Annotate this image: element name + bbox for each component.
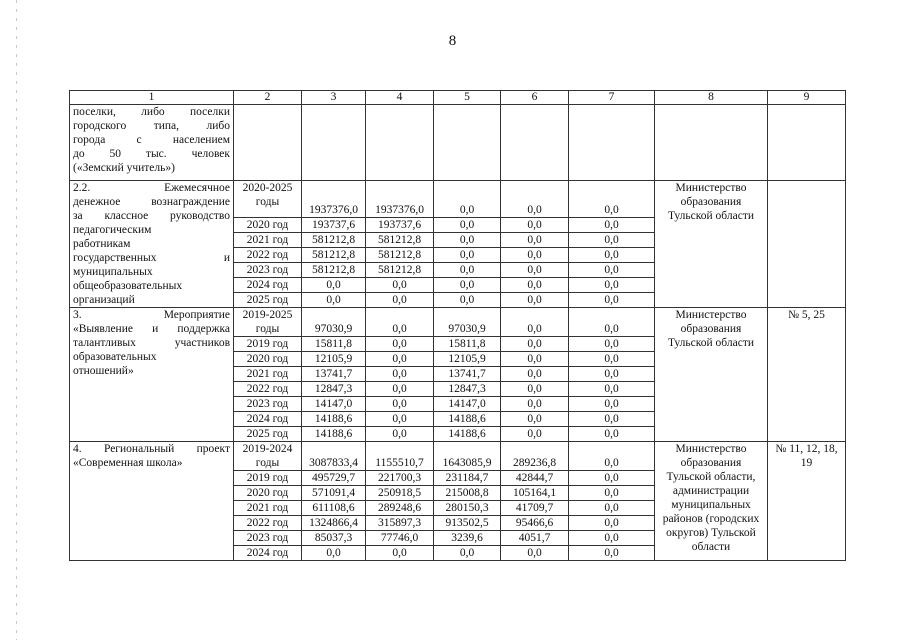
amount-cell: 14188,6 — [302, 427, 366, 442]
amount-cell: 0,0 — [569, 248, 655, 263]
text-line: образовательных — [73, 351, 157, 363]
amount-cell: 14188,6 — [434, 427, 501, 442]
amount-cell: 231184,7 — [434, 471, 501, 486]
amount-cell: 12105,9 — [302, 352, 366, 367]
amount-cell: 0,0 — [501, 382, 569, 397]
period-cell: 2020 год — [234, 486, 302, 501]
amount-cell: 581212,8 — [302, 233, 366, 248]
text-line: администрации — [672, 485, 750, 497]
period-cell: 2022 год — [234, 516, 302, 531]
amount-cell: 0,0 — [569, 352, 655, 367]
period-cell: 2020-2025 годы — [234, 181, 302, 218]
amount-cell: 0,0 — [302, 278, 366, 293]
amount-cell: 0,0 — [569, 442, 655, 471]
amount-cell: 1155510,7 — [366, 442, 434, 471]
amount-cell: 0,0 — [501, 248, 569, 263]
header-cell: 2 — [234, 91, 302, 105]
text-line: до 50 тыс. человек — [73, 148, 230, 160]
header-cell: 5 — [434, 91, 501, 105]
amount-cell: 0,0 — [434, 233, 501, 248]
amount-cell: 0,0 — [569, 233, 655, 248]
table-row — [70, 308, 846, 337]
amount-cell: 41709,7 — [501, 501, 569, 516]
period-cell: 2022 год — [234, 382, 302, 397]
amount-cell: 0,0 — [434, 181, 501, 218]
amount-cell: 13741,7 — [434, 367, 501, 382]
amount-cell: 221700,3 — [366, 471, 434, 486]
amount-cell: 0,0 — [366, 293, 434, 308]
period-cell: 2023 год — [234, 531, 302, 546]
amount-cell: 97030,9 — [434, 308, 501, 337]
indicator-numbers — [768, 181, 846, 308]
amount-cell: 0,0 — [501, 412, 569, 427]
amount-cell: 77746,0 — [366, 531, 434, 546]
text-line: Тульской области — [667, 210, 754, 222]
amount-cell: 0,0 — [501, 181, 569, 218]
text-line: организаций — [73, 294, 135, 306]
amount-cell: 0,0 — [569, 397, 655, 412]
text-line: поселки, либо поселки — [73, 106, 230, 118]
header-cell: 3 — [302, 91, 366, 105]
text-line: работникам — [73, 238, 131, 250]
text-line: образования — [680, 457, 742, 469]
amount-cell: 0,0 — [501, 352, 569, 367]
header-cell: 4 — [366, 91, 434, 105]
amount-cell: 0,0 — [569, 546, 655, 561]
text-line: города с населением — [73, 134, 230, 146]
amount-cell: 14147,0 — [434, 397, 501, 412]
amount-cell: 0,0 — [501, 427, 569, 442]
period-cell: 2023 год — [234, 263, 302, 278]
amount-cell: 13741,7 — [302, 367, 366, 382]
amount-cell: 3087833,4 — [302, 442, 366, 471]
text-line: общеобразовательных — [73, 280, 183, 292]
amount-cell: 581212,8 — [366, 233, 434, 248]
period-cell: 2022 год — [234, 248, 302, 263]
text-line: («Земский учитель») — [73, 162, 175, 174]
amount-cell: 0,0 — [501, 218, 569, 233]
amount-cell: 12847,3 — [302, 382, 366, 397]
amount-cell: 581212,8 — [366, 248, 434, 263]
text-line: округов) Тульской — [666, 527, 756, 539]
text-line: районов (городских — [662, 513, 760, 525]
amount-cell: 1643085,9 — [434, 442, 501, 471]
amount-cell: 495729,7 — [302, 471, 366, 486]
amount-cell: 0,0 — [366, 382, 434, 397]
text-line: педагогическим — [73, 224, 152, 236]
amount-cell: 0,0 — [501, 337, 569, 352]
amount-cell: 0,0 — [366, 397, 434, 412]
amount-cell: 0,0 — [501, 263, 569, 278]
amount-cell: 0,0 — [569, 516, 655, 531]
amount-cell: 0,0 — [569, 218, 655, 233]
amount-cell: 14188,6 — [302, 412, 366, 427]
amount-cell: 0,0 — [501, 278, 569, 293]
amount-cell: 581212,8 — [302, 248, 366, 263]
amount-cell: 0,0 — [569, 486, 655, 501]
page-edge-marks — [16, 0, 17, 640]
header-cell: 6 — [501, 91, 569, 105]
period-cell: 2019 год — [234, 337, 302, 352]
text-line: «Выявление и поддержка — [73, 323, 230, 335]
empty-cell — [234, 105, 302, 181]
text-line: муниципальных — [671, 499, 751, 511]
amount-cell: 0,0 — [434, 293, 501, 308]
period-cell: 2024 год — [234, 412, 302, 427]
period-cell: 2020 год — [234, 352, 302, 367]
text-line: денежное вознаграждение — [73, 196, 230, 208]
text-line: Тульской области, — [666, 471, 756, 483]
amount-cell: 0,0 — [569, 471, 655, 486]
amount-cell: 1937376,0 — [302, 181, 366, 218]
text-line: городского типа, либо — [73, 120, 230, 132]
empty-cell — [768, 105, 846, 181]
period-cell: 2021 год — [234, 233, 302, 248]
amount-cell: 571091,4 — [302, 486, 366, 501]
amount-cell: 0,0 — [569, 412, 655, 427]
empty-cell — [434, 105, 501, 181]
amount-cell: 0,0 — [434, 248, 501, 263]
text-line: образования — [680, 196, 742, 208]
amount-cell: 0,0 — [366, 337, 434, 352]
amount-cell: 0,0 — [501, 546, 569, 561]
amount-cell: 315897,3 — [366, 516, 434, 531]
amount-cell: 193737,6 — [302, 218, 366, 233]
amount-cell: 0,0 — [569, 531, 655, 546]
amount-cell: 105164,1 — [501, 486, 569, 501]
text-line: за классное руководство — [73, 210, 230, 222]
amount-cell: 0,0 — [501, 397, 569, 412]
empty-cell — [302, 105, 366, 181]
indicator-numbers: № 5, 25 — [768, 308, 846, 442]
amount-cell: 3239,6 — [434, 531, 501, 546]
amount-cell: 42844,7 — [501, 471, 569, 486]
indicator-numbers: № 11, 12, 18, 19 — [768, 442, 846, 561]
text-line: отношений» — [73, 365, 134, 377]
amount-cell: 0,0 — [569, 278, 655, 293]
amount-cell: 0,0 — [366, 367, 434, 382]
amount-cell: 14147,0 — [302, 397, 366, 412]
amount-cell: 0,0 — [366, 352, 434, 367]
continuation-description — [70, 105, 234, 181]
text-line: Тульской области — [667, 337, 754, 349]
amount-cell: 581212,8 — [366, 263, 434, 278]
amount-cell: 0,0 — [569, 263, 655, 278]
continuation-row — [70, 105, 846, 181]
period-cell: 2019-2025 годы — [234, 308, 302, 337]
table-row — [70, 181, 846, 218]
text-line: муниципальных — [73, 266, 153, 278]
responsible-executor — [655, 442, 768, 561]
amount-cell: 15811,8 — [302, 337, 366, 352]
amount-cell: 0,0 — [366, 308, 434, 337]
amount-cell: 611108,6 — [302, 501, 366, 516]
amount-cell: 85037,3 — [302, 531, 366, 546]
amount-cell: 4051,7 — [501, 531, 569, 546]
text-line: образования — [680, 323, 742, 335]
period-cell: 2024 год — [234, 546, 302, 561]
header-cell: 9 — [768, 91, 846, 105]
amount-cell: 0,0 — [501, 367, 569, 382]
period-cell: 2021 год — [234, 501, 302, 516]
amount-cell: 0,0 — [569, 181, 655, 218]
amount-cell: 913502,5 — [434, 516, 501, 531]
amount-cell: 95466,6 — [501, 516, 569, 531]
amount-cell: 0,0 — [501, 233, 569, 248]
amount-cell: 0,0 — [434, 263, 501, 278]
amount-cell: 1324866,4 — [302, 516, 366, 531]
page-number: 8 — [448, 33, 457, 49]
header-row — [70, 91, 846, 105]
amount-cell: 215008,8 — [434, 486, 501, 501]
text-line: 3. Мероприятие — [73, 309, 230, 321]
empty-cell — [569, 105, 655, 181]
amount-cell: 0,0 — [501, 308, 569, 337]
amount-cell: 193737,6 — [366, 218, 434, 233]
responsible-executor — [655, 181, 768, 308]
amount-cell: 0,0 — [569, 382, 655, 397]
amount-cell: 0,0 — [302, 293, 366, 308]
activity-description — [70, 308, 234, 442]
empty-cell — [366, 105, 434, 181]
period-cell: 2021 год — [234, 367, 302, 382]
amount-cell: 97030,9 — [302, 308, 366, 337]
amount-cell: 250918,5 — [366, 486, 434, 501]
activity-description — [70, 181, 234, 308]
amount-cell: 0,0 — [366, 546, 434, 561]
text-line: талантливых участников — [73, 337, 230, 349]
amount-cell: 0,0 — [302, 546, 366, 561]
header-cell: 1 — [70, 91, 234, 105]
period-cell: 2019 год — [234, 471, 302, 486]
amount-cell: 0,0 — [501, 293, 569, 308]
text-line: «Современная школа» — [73, 457, 183, 469]
period-cell: 2025 год — [234, 293, 302, 308]
amount-cell: 15811,8 — [434, 337, 501, 352]
header-cell: 7 — [569, 91, 655, 105]
amount-cell: 0,0 — [366, 427, 434, 442]
amount-cell: 289236,8 — [501, 442, 569, 471]
amount-cell: 0,0 — [434, 218, 501, 233]
amount-cell: 12105,9 — [434, 352, 501, 367]
period-cell: 2025 год — [234, 427, 302, 442]
responsible-executor — [655, 308, 768, 442]
period-cell: 2020 год — [234, 218, 302, 233]
header-cell: 8 — [655, 91, 768, 105]
period-cell: 2019-2024 годы — [234, 442, 302, 471]
empty-cell — [655, 105, 768, 181]
amount-cell: 12847,3 — [434, 382, 501, 397]
text-line: 4. Региональный проект — [73, 443, 230, 455]
amount-cell: 0,0 — [366, 278, 434, 293]
text-line: Министерство — [675, 182, 747, 194]
amount-cell: 0,0 — [569, 501, 655, 516]
amount-cell: 0,0 — [569, 337, 655, 352]
amount-cell: 280150,3 — [434, 501, 501, 516]
empty-cell — [501, 105, 569, 181]
amount-cell: 14188,6 — [434, 412, 501, 427]
text-line: Министерство — [675, 309, 747, 321]
period-cell: 2023 год — [234, 397, 302, 412]
text-line: государственных и — [73, 252, 230, 264]
amount-cell: 0,0 — [569, 367, 655, 382]
amount-cell: 0,0 — [569, 308, 655, 337]
text-line: Министерство — [675, 443, 747, 455]
activity-description — [70, 442, 234, 561]
period-cell: 2024 год — [234, 278, 302, 293]
amount-cell: 0,0 — [366, 412, 434, 427]
table-row — [70, 442, 846, 471]
text-line: области — [691, 541, 731, 553]
amount-cell: 0,0 — [434, 278, 501, 293]
amount-cell: 1937376,0 — [366, 181, 434, 218]
amount-cell: 0,0 — [569, 427, 655, 442]
text-line: 2.2. Ежемесячное — [73, 182, 230, 194]
amount-cell: 0,0 — [569, 293, 655, 308]
amount-cell: 581212,8 — [302, 263, 366, 278]
budget-table — [69, 90, 846, 561]
amount-cell: 0,0 — [434, 546, 501, 561]
amount-cell: 289248,6 — [366, 501, 434, 516]
